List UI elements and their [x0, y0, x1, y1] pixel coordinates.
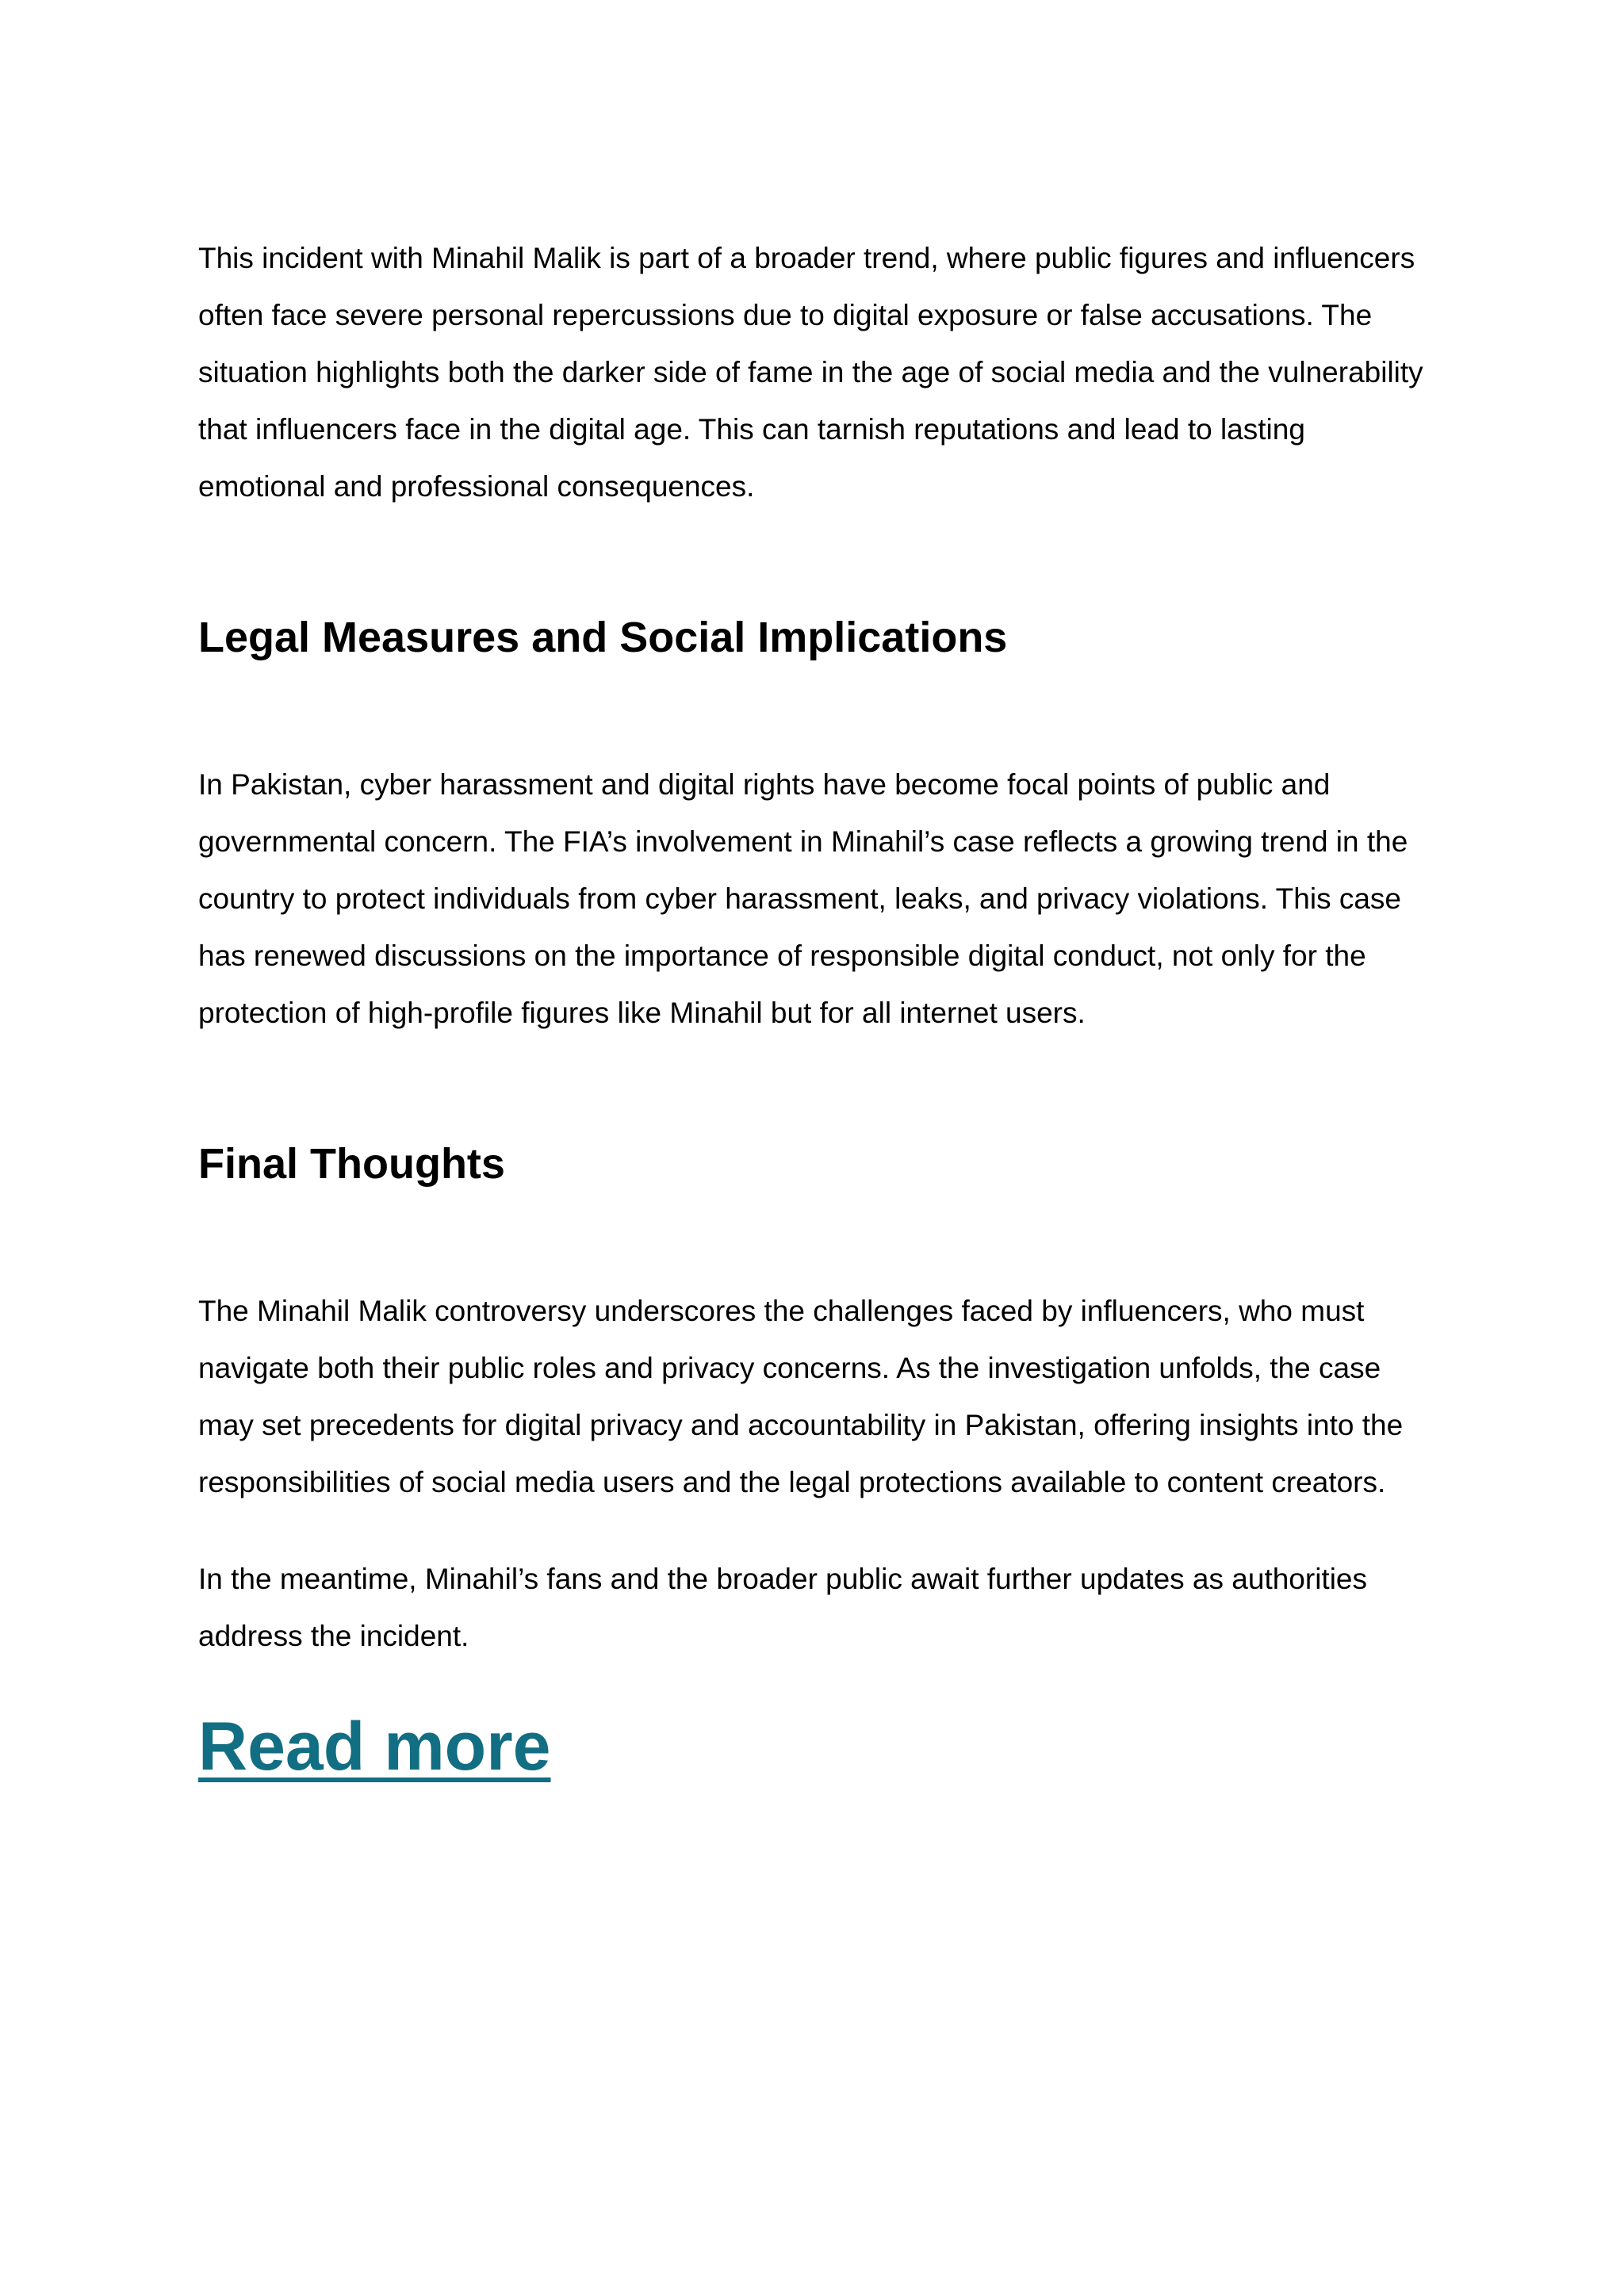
legal-measures-heading: Legal Measures and Social Implications — [198, 614, 1008, 661]
article-body — [198, 230, 1435, 1790]
read-more-link[interactable]: Read more — [198, 1709, 551, 1785]
final-thoughts-paragraph: The Minahil Malik controversy underscores the challenges faced by influencers, who must navigate both their public roles and privacy concerns. As the investigation unfolds, the case may set precedents for digital privacy and accountability in Pakistan, offering insights into the responsibilities of social media users and the legal protections available to content creators. — [198, 1295, 1404, 1498]
legal-measures-paragraph: In Pakistan, cyber harassment and digital rights have become focal points of public and governmental concern. The FIA’s involvement in Minahil’s case reflects a growing trend in the country to protect individuals from cyber harassment, leaks, and privacy violations. This case has renewed discussions on the importance of responsible digital conduct, not only for the protection of high-profile figures like Minahil but for all internet users. — [198, 768, 1408, 1029]
final-thoughts-heading: Final Thoughts — [198, 1140, 505, 1188]
intro-paragraph: This incident with Minahil Malik is part of a broader trend, where public figures and influencers often face severe personal repercussions due to digital exposure or false accusations. The situation highlights both the darker side of fame in the age of social media and the vulnerability that influencers face in the digital age. This can tarnish reputations and lead to lasting emotional and professional consequences. — [198, 242, 1423, 503]
meantime-paragraph: In the meantime, Minahil’s fans and the broader public await further updates as authorities address the incident. — [198, 1563, 1368, 1652]
read-more-container — [198, 1703, 1435, 1790]
